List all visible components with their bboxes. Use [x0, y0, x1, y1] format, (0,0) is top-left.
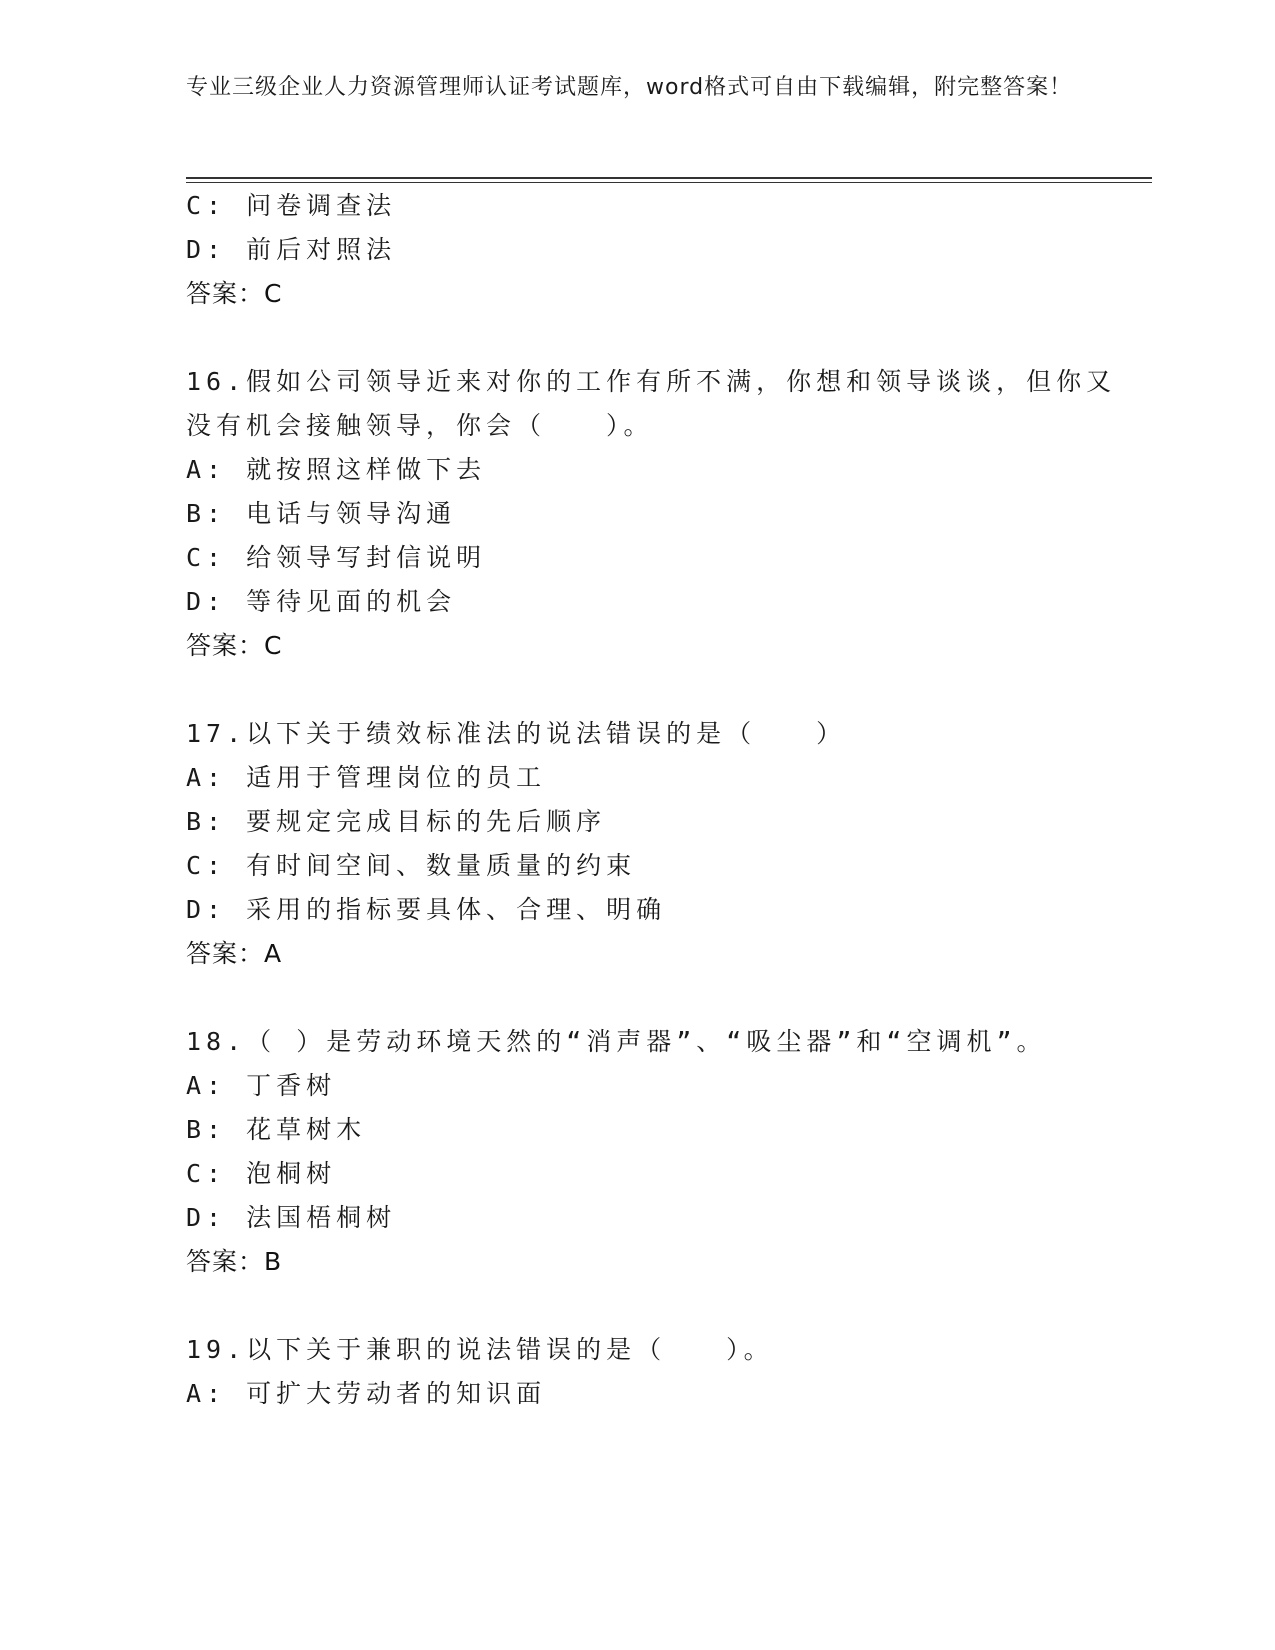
question-line: 16.假如公司领导近来对你的工作有所不满，你想和领导谈谈，但你又: [186, 367, 1117, 396]
option-line: C: 有时间空间、数量质量的约束: [186, 851, 637, 880]
header-rule-thick: [186, 177, 1152, 179]
question-line: 没有机会接触领导，你会（ ）。: [186, 411, 654, 440]
header-rule-thin: [186, 182, 1152, 183]
option-line: D: 法国梧桐树: [186, 1203, 397, 1232]
answer-line: 答案：C: [186, 279, 283, 308]
option-line: A: 可扩大劳动者的知识面: [186, 1379, 547, 1408]
question-line: 17.以下关于绩效标准法的说法错误的是（ ）: [186, 719, 847, 748]
question-line: 18.（ ）是劳动环境天然的“消声器”、“吸尘器”和“空调机”。: [186, 1027, 1047, 1056]
option-line: D: 采用的指标要具体、合理、明确: [186, 895, 667, 924]
option-line: C: 给领导写封信说明: [186, 543, 487, 572]
option-line: A: 就按照这样做下去: [186, 455, 487, 484]
option-line: B: 要规定完成目标的先后顺序: [186, 807, 607, 836]
option-line: A: 丁香树: [186, 1071, 337, 1100]
option-line: C: 泡桐树: [186, 1159, 337, 1188]
option-line: B: 花草树木: [186, 1115, 367, 1144]
answer-line: 答案：C: [186, 631, 283, 660]
option-line: B: 电话与领导沟通: [186, 499, 457, 528]
option-line: A: 适用于管理岗位的员工: [186, 763, 547, 792]
page-header: 专业三级企业人力资源管理师认证考试题库，word格式可自由下载编辑，附完整答案！: [186, 75, 1073, 100]
option-line: D: 等待见面的机会: [186, 587, 457, 616]
answer-line: 答案：B: [186, 1247, 283, 1276]
option-line: C: 问卷调查法: [186, 191, 397, 220]
option-line: D: 前后对照法: [186, 235, 397, 264]
question-line: 19.以下关于兼职的说法错误的是（ ）。: [186, 1335, 774, 1364]
answer-line: 答案：A: [186, 939, 283, 968]
